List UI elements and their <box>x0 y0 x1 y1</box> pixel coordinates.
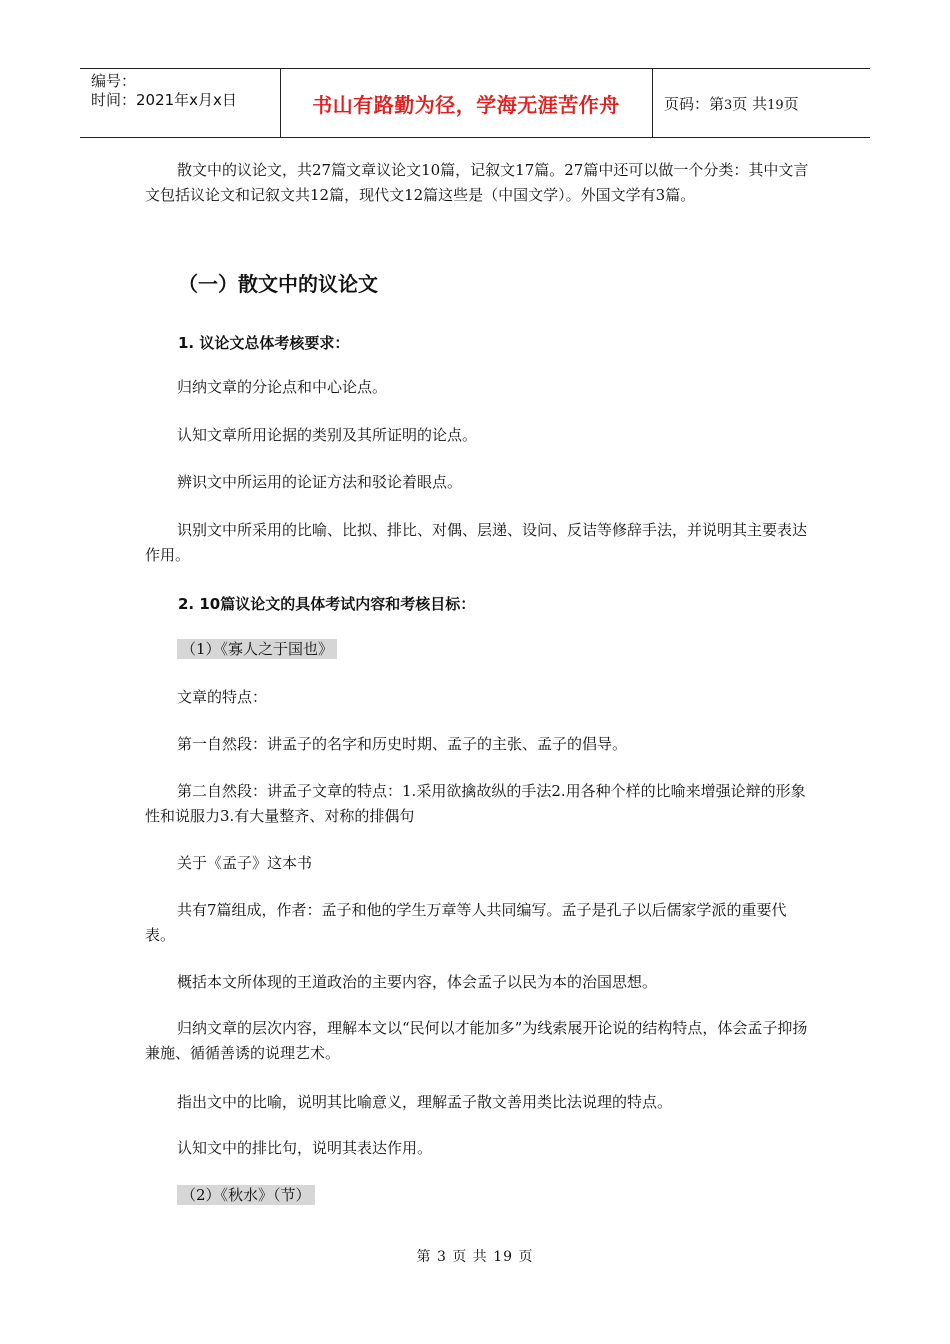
requirement-1: 归纳文章的分论点和中心论点。 <box>177 378 388 396</box>
book-description: 共有7篇组成，作者：孟子和他的学生万章等人共同编写。孟子是孔子以后儒家学派的重要代表。 <box>145 901 787 944</box>
paragraph-2-note: 第二自然段：讲孟子文章的特点：1.采用欲擒故纵的手法2.用各种个样的比喻来增强论辩的形象性和说服力3.有大量整齐、对称的排偶句 <box>145 782 806 825</box>
document-time-label: 时间：2021年x月x日 <box>91 91 237 109</box>
page-total: 19 <box>767 97 784 113</box>
requirement-4: 识别文中所采用的比喻、比拟、排比、对偶、层递、设问、反诘等修辞手法，并说明其主要表达作用。 <box>145 521 808 564</box>
header-meta-cell <box>80 69 281 137</box>
item-2-label: （2）《秋水》（节） <box>177 1185 315 1205</box>
document-code-label: 编号： <box>91 72 137 90</box>
about-book: 关于《孟子》这本书 <box>177 854 313 872</box>
goal-1: 概括本文所体现的王道政治的主要内容，体会孟子以民为本的治国思想。 <box>177 973 658 991</box>
header-motto: 书山有路勤为径，学海无涯苦作舟 <box>312 92 620 117</box>
subheading-requirements: 1. 议论文总体考核要求： <box>178 334 350 352</box>
item-1-label: （1）《寡人之于国也》 <box>177 639 337 659</box>
page-mid: 页 共 <box>732 94 768 113</box>
goal-2: 归纳文章的层次内容，理解本文以“民何以才能加多”为线索展开论说的结构特点，体会孟子抑扬兼施、循循善诱的说理艺术。 <box>145 1019 808 1062</box>
subheading-exam-content: 2. 10篇议论文的具体考试内容和考核目标： <box>178 595 476 613</box>
header-page-cell <box>652 69 870 137</box>
document-header <box>80 68 870 138</box>
page-footer: 第 3 页 共 19 页 <box>416 1249 534 1265</box>
page-suffix: 页 <box>783 94 799 113</box>
goal-3: 指出文中的比喻，说明其比喻意义，理解孟子散文善用类比法说理的特点。 <box>177 1093 673 1111</box>
paragraph-1-note: 第一自然段：讲孟子的名字和历史时期、孟子的主张、孟子的倡导。 <box>177 735 628 753</box>
section-title: （一）散文中的议论文 <box>178 272 378 296</box>
goal-4: 认知文中的排比句，说明其表达作用。 <box>177 1139 433 1157</box>
requirement-3: 辨识文中所运用的论证方法和驳论着眼点。 <box>177 473 463 491</box>
page-current: 3 <box>724 97 733 113</box>
intro-paragraph: 散文中的议论文，共27篇文章议论文10篇，记叙文17篇。27篇中还可以做一个分类：其中文言文包括议论文和记叙文共12篇，现代文12篇这些是（中国文学）。外国文学有3篇。 <box>145 161 809 204</box>
requirement-2: 认知文章所用论据的类别及其所证明的论点。 <box>177 426 478 444</box>
header-page-info <box>664 93 799 114</box>
feature-label: 文章的特点： <box>177 688 268 706</box>
page-prefix: 页码：第 <box>664 94 725 113</box>
header-motto-cell <box>280 69 653 137</box>
